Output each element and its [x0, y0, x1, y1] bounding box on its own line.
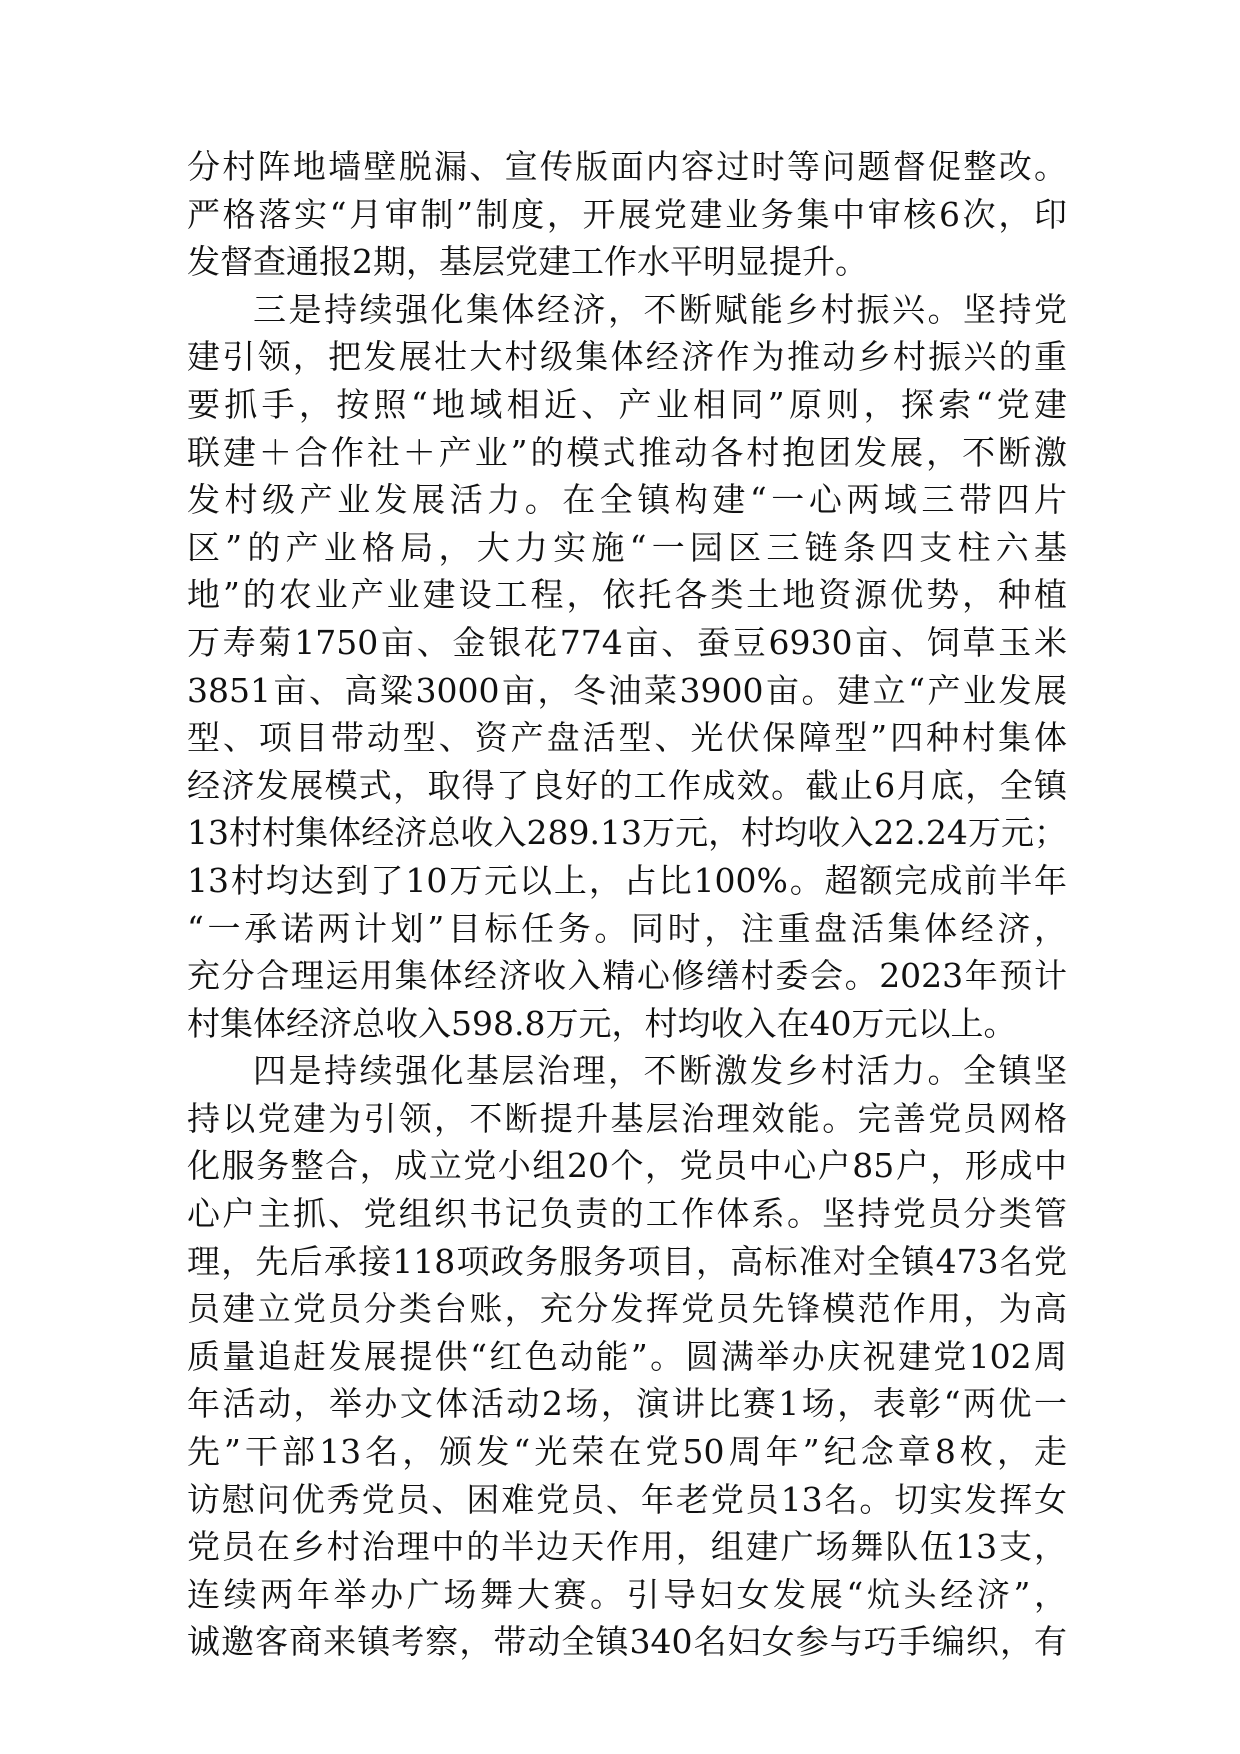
- text-line: 分村阵地墙壁脱漏、宣传版面内容过时等问题督促整改。: [187, 147, 1067, 186]
- text-line: 13村村集体经济总收入289.13万元，村均收入22.24万元；: [187, 813, 1067, 853]
- text-line: 访慰问优秀党员、困难党员、年老党员13名。切实发挥女: [187, 1479, 1067, 1519]
- text-line: 地”的农业产业建设工程，依托各类土地资源优势，种植: [187, 575, 1067, 615]
- document-body: [187, 143, 1067, 1666]
- text-line: 党员在乡村治理中的半边天作用，组建广场舞队伍13支，: [187, 1527, 1067, 1567]
- text-line: 年活动，举办文体活动2场，演讲比赛1场，表彰“两优一: [187, 1384, 1067, 1424]
- text-line: 先”干部13名，颁发“光荣在党50周年”纪念章8枚，走: [187, 1432, 1067, 1472]
- text-line: 发督查通报2期，基层党建工作水平明显提升。: [187, 242, 868, 282]
- text-line: 要抓手，按照“地域相近、产业相同”原则，探索“党建: [187, 384, 1067, 424]
- paragraph-3: [187, 1047, 1067, 1666]
- text-line: 13村均达到了10万元以上，占比100%。超额完成前半年: [187, 860, 1067, 900]
- text-line: 充分合理运用集体经济收入精心修缮村委会。2023年预计: [187, 956, 1067, 996]
- paragraph-2: [187, 286, 1067, 1048]
- text-line: 发村级产业发展活力。在全镇构建“一心两域三带四片: [187, 480, 1067, 520]
- text-line: 严格落实“月审制”制度，开展党建业务集中审核6次，印: [187, 194, 1067, 234]
- text-line: 型、项目带动型、资产盘活型、光伏保障型”四种村集体: [187, 718, 1067, 758]
- text-line: 三是持续强化集体经济，不断赋能乡村振兴。坚持党: [253, 289, 1067, 329]
- text-line: 联建＋合作社＋产业”的模式推动各村抱团发展，不断激: [187, 432, 1067, 472]
- text-line: 化服务整合，成立党小组20个，党员中心户85户，形成中: [187, 1146, 1067, 1186]
- text-line: 持以党建为引领，不断提升基层治理效能。完善党员网格: [187, 1098, 1067, 1138]
- text-line: 诚邀客商来镇考察，带动全镇340名妇女参与巧手编织，有: [187, 1622, 1067, 1662]
- text-line: 员建立党员分类台账，充分发挥党员先锋模范作用，为高: [187, 1289, 1067, 1329]
- text-line: 区”的产业格局，大力实施“一园区三链条四支柱六基: [187, 527, 1067, 567]
- text-line: 经济发展模式，取得了良好的工作成效。截止6月底，全镇: [187, 765, 1067, 805]
- text-line: 村集体经济总收入598.8万元，村均收入在40万元以上。: [187, 1003, 1017, 1043]
- text-line: 连续两年举办广场舞大赛。引导妇女发展“炕头经济”，: [187, 1574, 1067, 1614]
- text-line: 建引领，把发展壮大村级集体经济作为推动乡村振兴的重: [187, 337, 1067, 377]
- text-line: 心户主抓、党组织书记负责的工作体系。坚持党员分类管: [187, 1194, 1067, 1234]
- text-line: 理，先后承接118项政务服务项目，高标准对全镇473名党: [187, 1241, 1067, 1281]
- paragraph-1: [187, 143, 1067, 286]
- text-line: 质量追赶发展提供“红色动能”。圆满举办庆祝建党102周: [187, 1336, 1067, 1376]
- text-line: “一承诺两计划”目标任务。同时，注重盘活集体经济，: [187, 908, 1067, 948]
- text-line: 万寿菊1750亩、金银花774亩、蚕豆6930亩、饲草玉米: [187, 622, 1067, 662]
- text-line: 3851亩、高粱3000亩，冬油菜3900亩。建立“产业发展: [187, 670, 1067, 710]
- text-line: 四是持续强化基层治理，不断激发乡村活力。全镇坚: [253, 1051, 1067, 1091]
